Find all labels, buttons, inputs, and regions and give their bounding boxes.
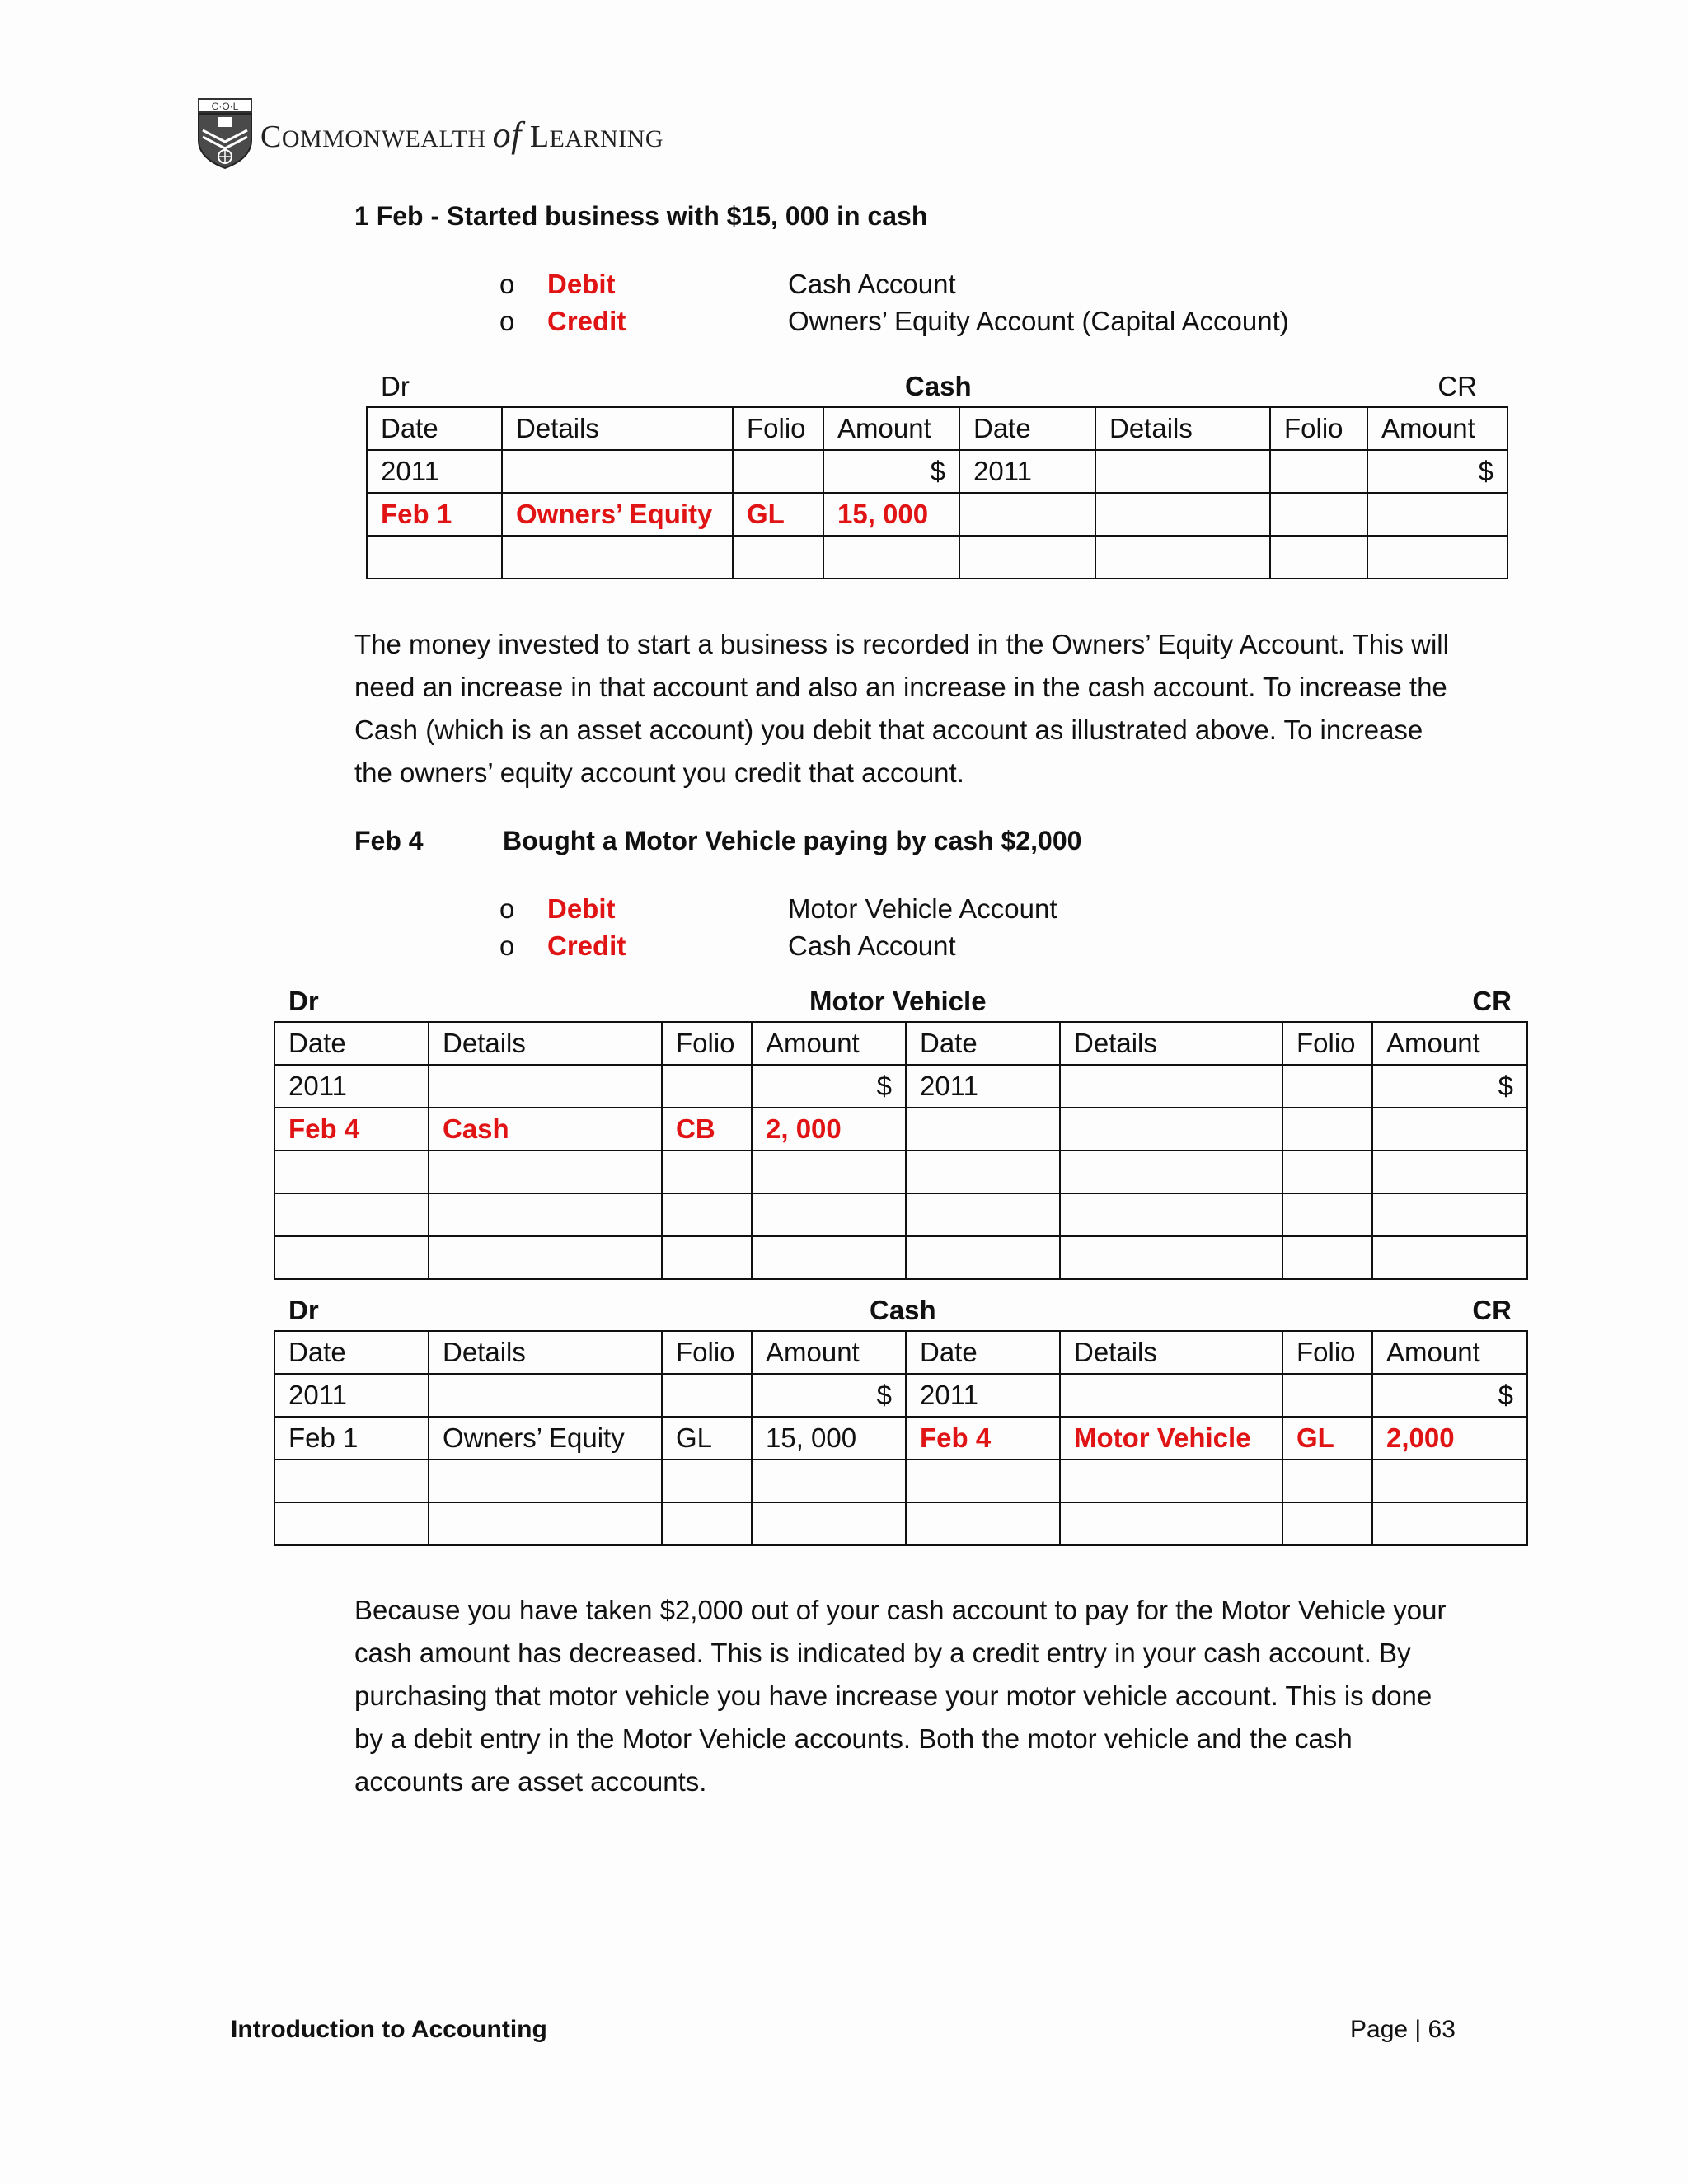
table-cell	[959, 493, 1095, 536]
table-cell	[1095, 450, 1270, 493]
table-cell: 2011	[367, 450, 502, 493]
table-cell	[1282, 1236, 1372, 1279]
footer-course-title: Introduction to Accounting	[231, 2016, 547, 2043]
table-cell	[429, 1065, 662, 1108]
table-cell	[367, 536, 502, 579]
table-cell	[429, 1460, 662, 1502]
col-shield-icon	[196, 97, 254, 170]
table-cell	[1282, 1502, 1372, 1545]
table-cell	[429, 1236, 662, 1279]
table-cell	[1372, 1502, 1527, 1545]
table-cell	[1060, 1193, 1282, 1236]
table-cell	[1060, 1374, 1282, 1417]
table-row	[274, 1417, 1527, 1460]
table-cell: GL	[662, 1417, 752, 1460]
table-cell: 2011	[274, 1374, 429, 1417]
cash-ledger-table-2	[274, 1330, 1528, 1546]
table-cell	[429, 1193, 662, 1236]
section2-paragraph: Because you have taken $2,000 out of your cash account to pay for the Motor Vehicle your cash amount has decreased. This is indicated by a credit entry in your cash account. By purchasing that motor vehicle you have increase your motor vehicle account. This is done by a debit entry in the Motor Vehicle accounts. Both the motor vehicle and the cash accounts are asset accounts.	[354, 1595, 1447, 1797]
table-cell	[1270, 450, 1367, 493]
table-cell: 2, 000	[752, 1108, 906, 1151]
table-row	[367, 493, 1507, 536]
dr-label: Dr	[381, 371, 410, 401]
table-cell	[662, 1151, 752, 1193]
header-cell: Date	[959, 407, 1095, 450]
table-cell	[1095, 493, 1270, 536]
table-cell	[906, 1193, 1060, 1236]
table-cell	[1367, 536, 1507, 579]
table-cell: Owners’ Equity	[502, 493, 733, 536]
header-cell: Folio	[662, 1331, 752, 1374]
table-cell: Motor Vehicle	[1060, 1417, 1282, 1460]
table-cell: Cash	[429, 1108, 662, 1151]
table-cell	[274, 1151, 429, 1193]
table-cell	[274, 1236, 429, 1279]
table-cell: Feb 1	[367, 493, 502, 536]
table-row	[367, 450, 1507, 493]
table-cell	[429, 1374, 662, 1417]
section1-credit-bullet: o Credit Owners’ Equity Account (Capital Account)	[499, 306, 1289, 336]
table-title: Motor Vehicle	[809, 986, 987, 1016]
table-cell	[1270, 493, 1367, 536]
table-cell: 15, 000	[752, 1417, 906, 1460]
cr-label: CR	[1472, 986, 1512, 1016]
header-cell: Folio	[1282, 1022, 1372, 1065]
section2-debit-bullet: o Debit Motor Vehicle Account	[499, 893, 1057, 924]
section1-heading: 1 Feb - Started business with $15, 000 in cash	[354, 201, 928, 231]
header-cell: Folio	[1270, 407, 1367, 450]
table-cell: $	[752, 1374, 906, 1417]
table-cell	[1282, 1108, 1372, 1151]
table-cell	[1060, 1065, 1282, 1108]
table-cell	[752, 1193, 906, 1236]
section2-credit-bullet: o Credit Cash Account	[499, 930, 956, 961]
table-cell	[752, 1151, 906, 1193]
table-cell: $	[1372, 1374, 1527, 1417]
header-cell: Date	[274, 1331, 429, 1374]
dr-label: Dr	[288, 986, 319, 1016]
table-cell: 2011	[906, 1374, 1060, 1417]
header-cell: Amount	[823, 407, 959, 450]
table-row	[274, 1065, 1527, 1108]
table-cell	[502, 536, 733, 579]
cr-label: CR	[1472, 1295, 1512, 1325]
table-cell	[662, 1460, 752, 1502]
table-cell	[959, 536, 1095, 579]
table-row	[274, 1374, 1527, 1417]
header-cell: Folio	[1282, 1331, 1372, 1374]
motor-vehicle-table-caption	[274, 986, 1526, 1019]
table-cell: $	[752, 1065, 906, 1108]
table-cell	[906, 1151, 1060, 1193]
table-cell: $	[1367, 450, 1507, 493]
header-cell: Date	[906, 1331, 1060, 1374]
table-cell	[1367, 493, 1507, 536]
table-row	[274, 1236, 1527, 1279]
table-cell	[823, 536, 959, 579]
svg-text:C·O·L: C·O·L	[211, 101, 239, 112]
table-cell: $	[823, 450, 959, 493]
table-cell	[1372, 1236, 1527, 1279]
dr-label: Dr	[288, 1295, 319, 1325]
cash-ledger-table-1	[366, 406, 1508, 579]
table-header-row	[274, 1331, 1527, 1374]
table-cell	[1372, 1193, 1527, 1236]
section1-debit-bullet: o Debit Cash Account	[499, 269, 956, 299]
table-cell: 15, 000	[823, 493, 959, 536]
section2-heading-date: Feb 4	[354, 826, 424, 855]
table-cell	[1282, 1374, 1372, 1417]
table-cell: Owners’ Equity	[429, 1417, 662, 1460]
table-cell: GL	[1282, 1417, 1372, 1460]
table-cell	[429, 1151, 662, 1193]
table-cell	[662, 1236, 752, 1279]
table-cell: 2011	[959, 450, 1095, 493]
table-cell	[906, 1108, 1060, 1151]
table-cell: GL	[733, 493, 823, 536]
table-cell	[1282, 1193, 1372, 1236]
header-cell: Details	[429, 1022, 662, 1065]
table-cell	[1270, 536, 1367, 579]
table-cell	[1282, 1065, 1372, 1108]
table-header-row	[274, 1022, 1527, 1065]
table-cell	[733, 536, 823, 579]
table-cell	[502, 450, 733, 493]
cash-table-caption	[366, 371, 1492, 404]
table-row	[274, 1151, 1527, 1193]
table-row	[274, 1108, 1527, 1151]
table-cell: 2011	[274, 1065, 429, 1108]
table-cell	[1060, 1151, 1282, 1193]
cash-table-caption-2	[274, 1295, 1526, 1328]
table-cell	[906, 1236, 1060, 1279]
table-title: Cash	[905, 371, 972, 401]
section2-heading-text: Bought a Motor Vehicle paying by cash $2,000	[503, 826, 1082, 855]
col-logo	[196, 97, 666, 170]
table-row	[367, 536, 1507, 579]
header-cell: Details	[502, 407, 733, 450]
header-cell: Amount	[1372, 1331, 1527, 1374]
table-row	[274, 1193, 1527, 1236]
table-cell	[662, 1502, 752, 1545]
table-cell	[429, 1502, 662, 1545]
table-cell	[1060, 1502, 1282, 1545]
table-cell	[662, 1193, 752, 1236]
table-row	[274, 1460, 1527, 1502]
logo-wordmark: COMMONWEALTH of LEARNING	[260, 115, 664, 155]
header-cell: Date	[906, 1022, 1060, 1065]
header-cell: Amount	[752, 1022, 906, 1065]
table-cell	[733, 450, 823, 493]
header-cell: Details	[1060, 1022, 1282, 1065]
table-cell	[274, 1460, 429, 1502]
table-cell: Feb 1	[274, 1417, 429, 1460]
table-cell	[1060, 1108, 1282, 1151]
table-cell	[274, 1502, 429, 1545]
header-cell: Amount	[752, 1331, 906, 1374]
table-cell	[662, 1374, 752, 1417]
cr-label: CR	[1437, 371, 1477, 401]
table-cell: $	[1372, 1065, 1527, 1108]
header-cell: Details	[429, 1331, 662, 1374]
table-cell	[274, 1193, 429, 1236]
table-cell	[662, 1065, 752, 1108]
table-cell	[906, 1460, 1060, 1502]
table-cell	[1282, 1460, 1372, 1502]
table-cell: Feb 4	[274, 1108, 429, 1151]
table-cell	[1095, 536, 1270, 579]
table-cell	[1060, 1236, 1282, 1279]
table-row	[274, 1502, 1527, 1545]
table-cell	[752, 1502, 906, 1545]
table-header-row	[367, 407, 1507, 450]
header-cell: Amount	[1367, 407, 1507, 450]
table-cell: 2011	[906, 1065, 1060, 1108]
table-cell	[1372, 1108, 1527, 1151]
table-title: Cash	[870, 1295, 936, 1325]
header-cell: Folio	[733, 407, 823, 450]
header-cell: Folio	[662, 1022, 752, 1065]
motor-vehicle-ledger-table	[274, 1021, 1528, 1280]
table-cell	[752, 1460, 906, 1502]
table-cell	[1282, 1151, 1372, 1193]
section1-paragraph: The money invested to start a business is recorded in the Owners’ Equity Account. This will need an increase in that account and also an increase in the cash account. To increase the Cash (which is an asset account) you debit that account as illustrated above. To increase the owners’ equity account you credit that account.	[354, 629, 1449, 788]
table-cell	[752, 1236, 906, 1279]
table-cell: 2,000	[1372, 1417, 1527, 1460]
table-cell	[906, 1502, 1060, 1545]
header-cell: Details	[1060, 1331, 1282, 1374]
table-cell: Feb 4	[906, 1417, 1060, 1460]
table-cell	[1372, 1151, 1527, 1193]
table-cell	[1060, 1460, 1282, 1502]
header-cell: Details	[1095, 407, 1270, 450]
table-cell	[1372, 1460, 1527, 1502]
header-cell: Amount	[1372, 1022, 1527, 1065]
header-cell: Date	[274, 1022, 429, 1065]
header-cell: Date	[367, 407, 502, 450]
table-cell: CB	[662, 1108, 752, 1151]
footer-page-number: Page | 63	[1350, 2016, 1456, 2043]
